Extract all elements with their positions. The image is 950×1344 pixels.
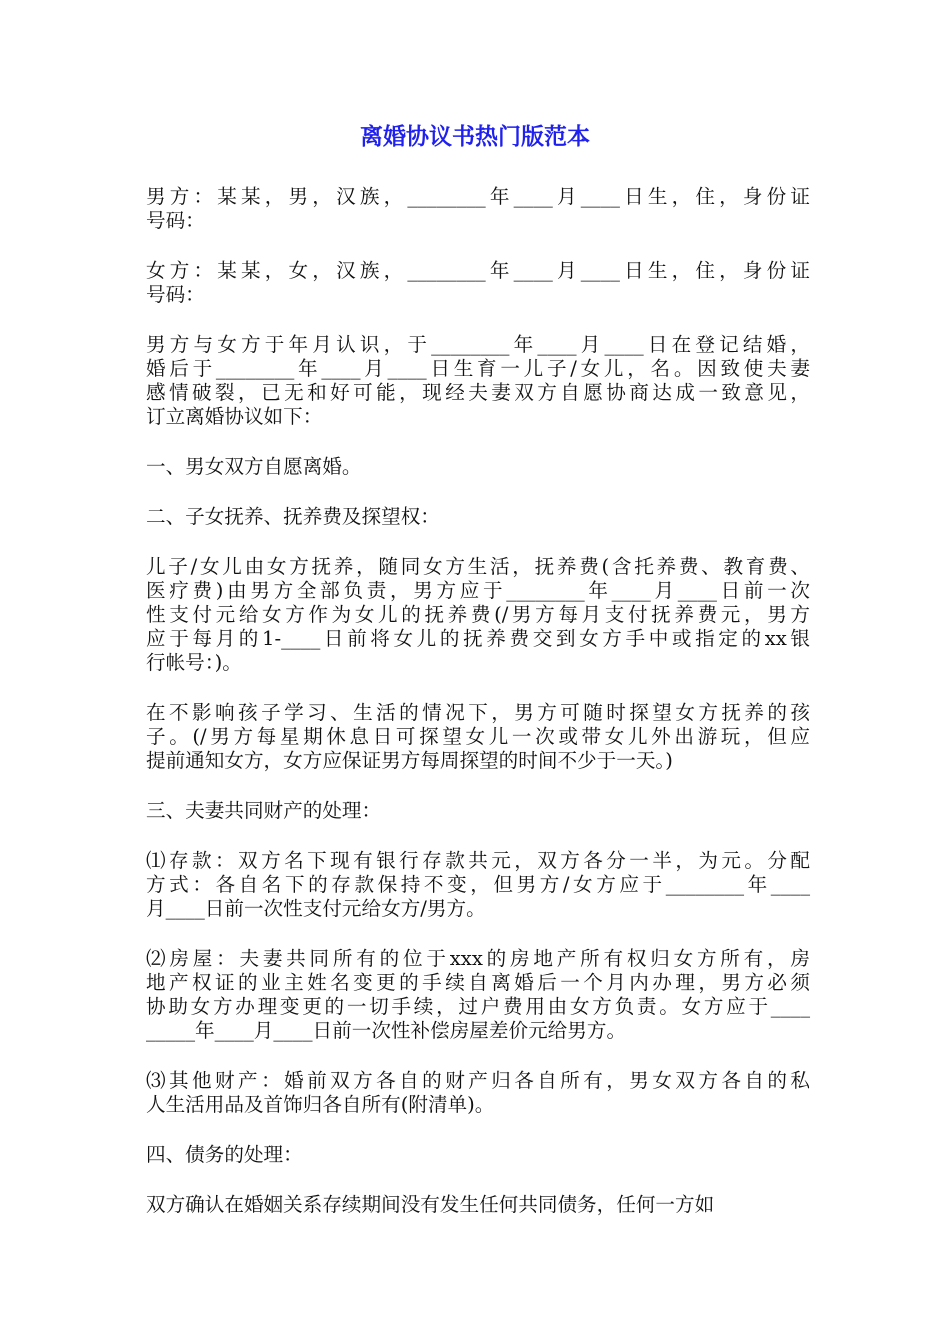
paragraph-line: 三、夫妻共同财产的处理： (146, 799, 382, 822)
document-paragraph (146, 185, 810, 233)
paragraph-line: ⑴存款：双方名下现有银行存款共元，双方各分一半，为元。分配 (146, 849, 810, 872)
paragraph-line: 双方确认在婚姻关系存续期间没有发生任何共同债务，任何一方如 (146, 1193, 715, 1216)
document-paragraph (146, 455, 810, 479)
paragraph-line: 方式：各自名下的存款保持不变，但男方/女方应于________年____ (146, 873, 810, 896)
paragraph-line: 一、男女双方自愿离婚。 (146, 455, 362, 478)
document-paragraph (146, 505, 810, 529)
paragraph-line: 医疗费)由男方全部负责，男方应于________年____月____日前一次 (146, 579, 810, 602)
paragraph-line: ⑵房屋：夫妻共同所有的位于xxx的房地产所有权归女方所有，房 (146, 947, 810, 970)
document-paragraph (146, 799, 810, 823)
document-paragraph (146, 1143, 810, 1167)
paragraph-line: 在不影响孩子学习、生活的情况下，男方可随时探望女方抚养的孩 (146, 701, 810, 724)
paragraph-line: 感情破裂，已无和好可能，现经夫妻双方自愿协商达成一致意见， (146, 381, 810, 404)
paragraph-line: 人生活用品及首饰归各自所有(附清单)。 (146, 1093, 495, 1116)
document-paragraph (146, 947, 810, 1043)
document-paragraph (146, 555, 810, 675)
document-paragraph (146, 701, 810, 773)
paragraph-line: 应于每月的1-____日前将女儿的抚养费交到女方手中或指定的xx银 (146, 627, 810, 650)
paragraph-line: 协助女方办理变更的一切手续，过户费用由女方负责。女方应于____ (146, 995, 810, 1018)
paragraph-line: 号码： (146, 283, 205, 306)
document-paragraph (146, 259, 810, 307)
document-paragraph (146, 849, 810, 921)
paragraph-line: 儿子/女儿由女方抚养，随同女方生活，抚养费(含托养费、教育费、 (146, 555, 810, 578)
paragraph-line: 号码： (146, 209, 205, 232)
paragraph-line: 提前通知女方，女方应保证男方每周探望的时间不少于一天。) (146, 749, 673, 772)
paragraph-line: 子。(/男方每星期休息日可探望女儿一次或带女儿外出游玩，但应 (146, 725, 810, 748)
document-title: 离婚协议书热门版范本 (360, 124, 590, 150)
paragraph-line: 男方：某某，男，汉族，________年____月____日生，住，身份证 (146, 185, 810, 208)
paragraph-line: 性支付元给女方作为女儿的抚养费(/男方每月支付抚养费元，男方 (146, 603, 810, 626)
paragraph-line: 婚后于________年____月____日生育一儿子/女儿，名。因致使夫妻 (146, 357, 810, 380)
paragraph-line: 四、债务的处理： (146, 1143, 303, 1166)
document-paragraph (146, 333, 810, 429)
paragraph-line: _____年____月____日前一次性补偿房屋差价元给男方。 (146, 1019, 627, 1042)
paragraph-line: 女方：某某，女，汉族，________年____月____日生，住，身份证 (146, 259, 810, 282)
paragraph-line: 订立离婚协议如下： (146, 405, 323, 428)
paragraph-line: ⑶其他财产：婚前双方各自的财产归各自所有，男女双方各自的私 (146, 1069, 810, 1092)
paragraph-line: 行帐号：)。 (146, 651, 242, 674)
document-body (146, 185, 810, 1243)
paragraph-line: 月____日前一次性支付元给女方/男方。 (146, 897, 486, 920)
document-paragraph (146, 1193, 810, 1217)
paragraph-line: 二、子女抚养、抚养费及探望权： (146, 505, 440, 528)
paragraph-line: 地产权证的业主姓名变更的手续自离婚后一个月内办理，男方必须 (146, 971, 810, 994)
paragraph-line: 男方与女方于年月认识，于________年____月____日在登记结婚， (146, 333, 810, 356)
document-paragraph (146, 1069, 810, 1117)
